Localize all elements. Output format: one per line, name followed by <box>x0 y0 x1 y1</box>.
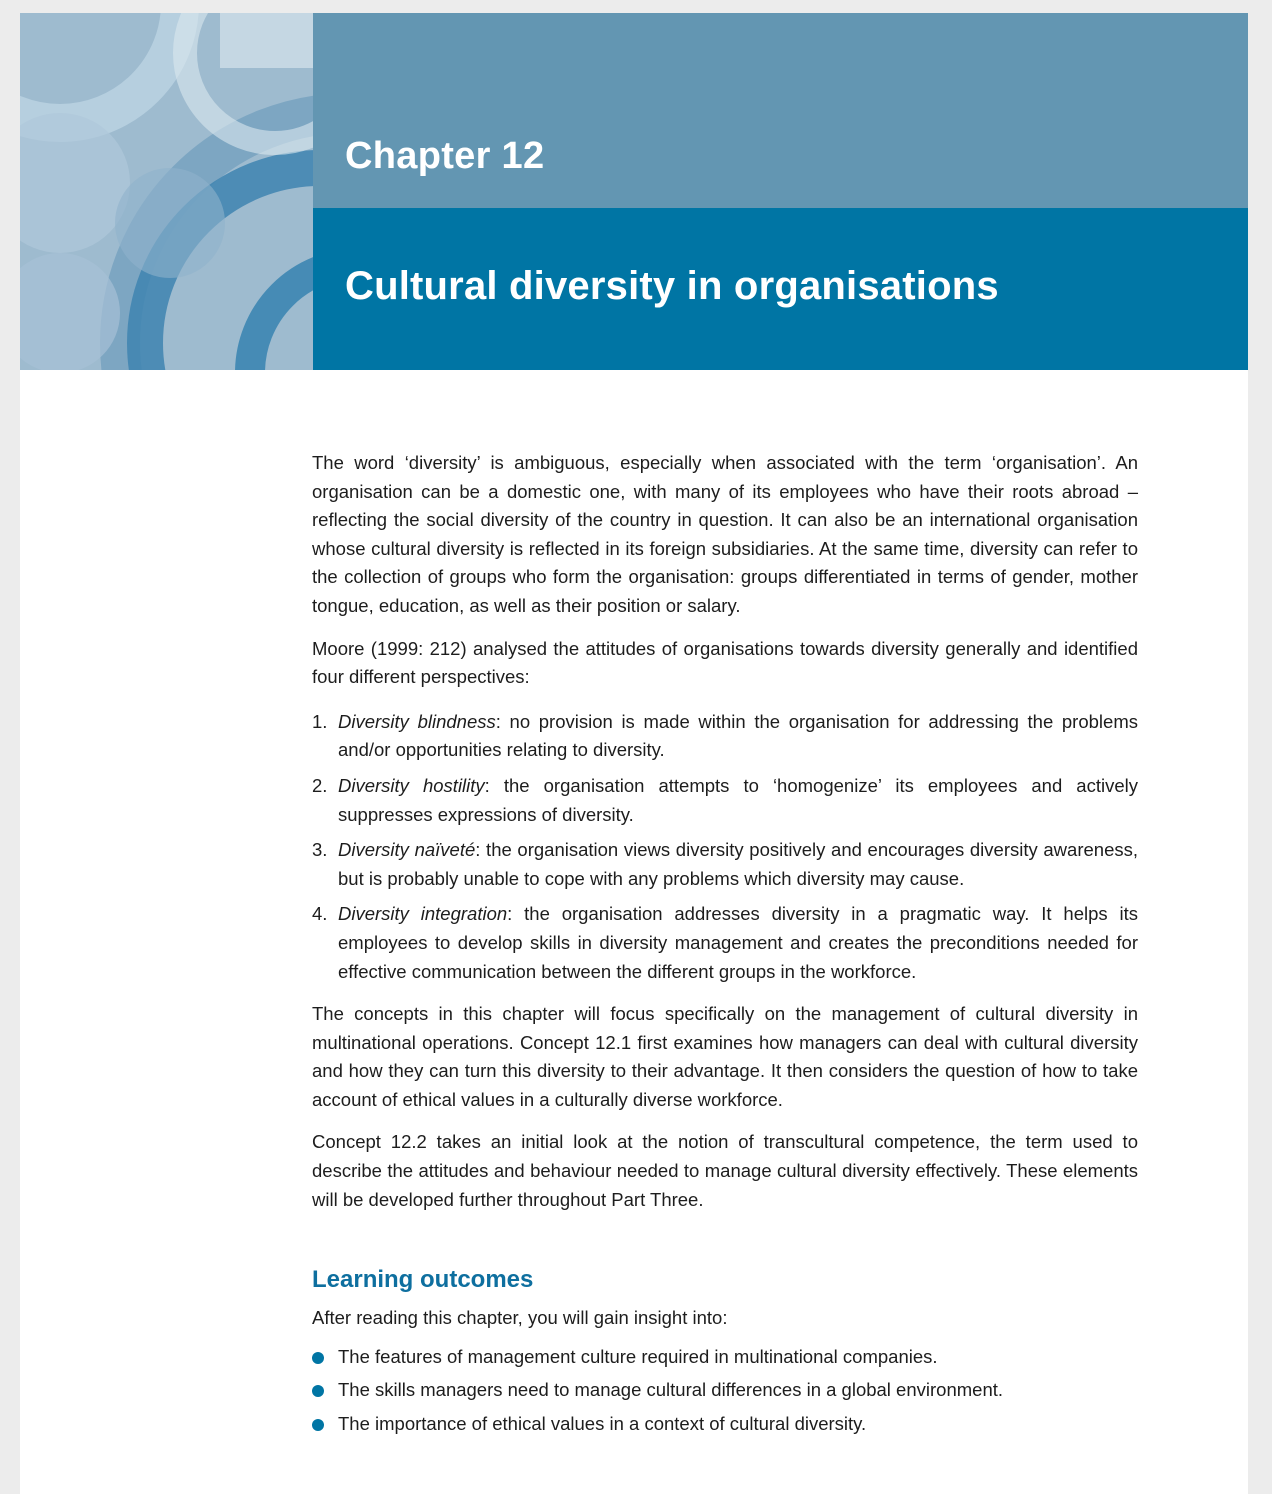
moore-paragraph: Moore (1999: 212) analysed the attitudes of organisations towards diversity generally and identified four different perspectives: <box>312 637 1138 688</box>
list-number: 4. <box>312 903 328 925</box>
perspective-term: Diversity blindness <box>338 710 496 732</box>
list-item <box>312 836 1138 893</box>
list-item <box>312 900 1138 986</box>
list-item <box>312 708 1138 765</box>
bullet-icon <box>312 1385 324 1397</box>
chapter-title-band <box>313 208 1248 370</box>
learning-outcomes-list <box>312 1343 1138 1439</box>
chapter-body <box>312 449 1138 1444</box>
list-item <box>312 1376 1138 1405</box>
chapter-label: Chapter 12 <box>345 135 545 177</box>
learning-outcomes-intro: After reading this chapter, you will gain insight into: <box>312 1307 728 1329</box>
bullet-icon <box>312 1419 324 1431</box>
chapter-label-band <box>313 13 1248 208</box>
perspective-text: : the organisation views diversity positively and encourages diversity awareness, but is probably unable to cope with any problems which diversity may cause. <box>338 839 1138 889</box>
perspective-text: : the organisation attempts to ‘homogenize’ its employees and actively suppresses expressions of diversity. <box>338 774 1138 825</box>
perspectives-list <box>312 708 1138 986</box>
outcome-text: The skills managers need to manage cultural differences in a global environment. <box>338 1379 1004 1401</box>
list-number: 2. <box>312 774 328 796</box>
intro-paragraph: The word ‘diversity’ is ambiguous, especially when associated with the term ‘organisation’. An organisation can be a domestic one, with many of its employees who have their roots abroad – reflecting the social diversity of the country in question. It can also be an international organisation whose cultural diversity is reflected in its foreign subsidiaries. At the same time, diversity can refer to the collection of groups who form the organisation: groups differentiated in terms of gender, mother tongue, education, as well as their position or salary. <box>312 452 1138 616</box>
outcome-text: The features of management culture required in multinational companies. <box>338 1345 938 1367</box>
list-item <box>312 1410 1138 1439</box>
perspective-term: Diversity integration <box>338 903 508 925</box>
perspective-text: : no provision is made within the organisation for addressing the problems and/or opportunities relating to diversity. <box>338 710 1138 761</box>
abstract-circles-image <box>20 13 313 370</box>
list-number: 3. <box>312 839 328 861</box>
concept-12-2-paragraph: Concept 12.2 takes an initial look at the notion of transcultural competence, the term used to describe the attitudes and behaviour needed to manage cultural diversity effectively. These elements will be developed further throughout Part Three. <box>312 1131 1138 1210</box>
perspective-term: Diversity hostility <box>338 774 485 796</box>
perspective-text: : the organisation addresses diversity in a pragmatic way. It helps its employees to develop skills in diversity management and creates the preconditions needed for effective communication between the different groups in the workforce. <box>338 903 1138 982</box>
list-item <box>312 772 1138 829</box>
decorative-artwork <box>20 13 313 370</box>
concepts-paragraph: The concepts in this chapter will focus specifically on the management of cultural diversity in multinational operations. Concept 12.1 first examines how managers can deal with cultural diversity and how they can turn this diversity to their advantage. It then considers the question of how to take account of ethical values in a culturally diverse workforce. <box>312 1003 1138 1110</box>
outcome-text: The importance of ethical values in a context of cultural diversity. <box>338 1413 867 1435</box>
list-number: 1. <box>312 710 328 732</box>
learning-outcomes-heading: Learning outcomes <box>312 1266 534 1294</box>
bullet-icon <box>312 1352 324 1364</box>
perspective-term: Diversity naïveté <box>338 839 476 861</box>
chapter-title: Cultural diversity in organisations <box>345 264 999 308</box>
list-item <box>312 1343 1138 1372</box>
book-page <box>20 13 1248 1494</box>
